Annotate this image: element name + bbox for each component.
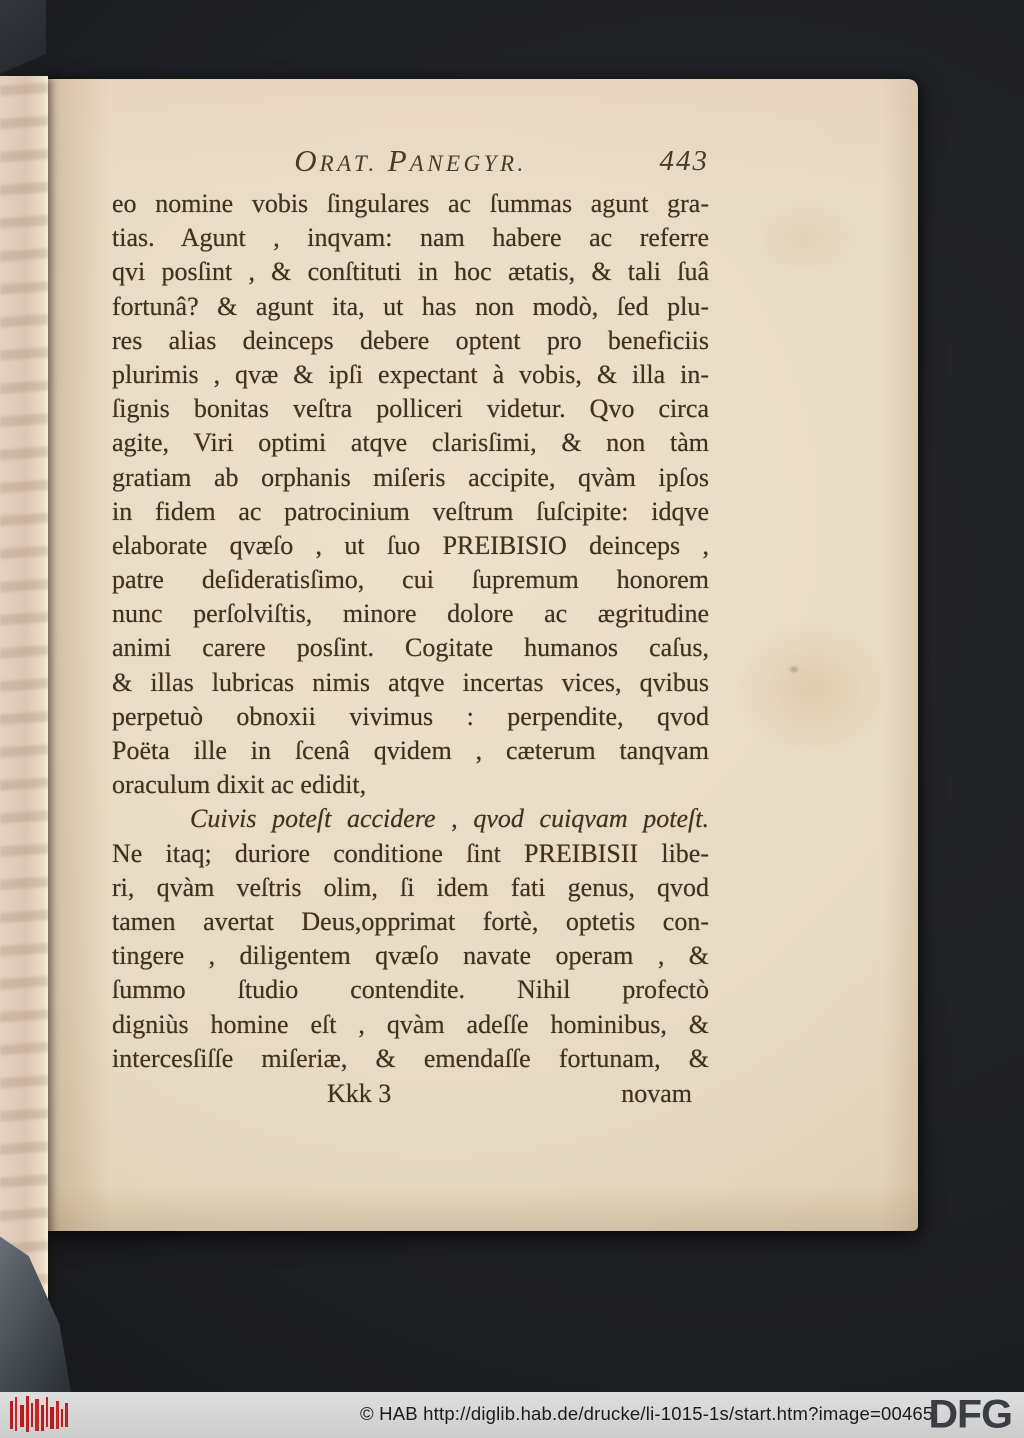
book-cradle (0, 1230, 96, 1393)
footer-bar (0, 1392, 1024, 1438)
text-line: tingere , diligentem qvæſo navate operam , & (112, 941, 709, 971)
source-url-text: © HAB http://diglib.hab.de/drucke/li-1015-1s/start.htm?image=00465 (360, 1403, 934, 1424)
text-line: tias. Agunt , inqvam: nam habere ac referre (112, 223, 709, 253)
text-block (112, 143, 709, 1112)
paper-stain (748, 199, 858, 279)
header-title-part: RAT. (319, 151, 378, 176)
text-line: nunc perſolviſtis, minore dolore ac ægritudine (112, 599, 709, 629)
text-line: animi carere posſint. Cogitate humanos caſus, (112, 633, 709, 663)
text-line: digniùs homine eſt , qvàm adeſſe hominibus, & (112, 1009, 709, 1039)
text-line: tamen avertat Deus,opprimat fortè, optetis con- (112, 906, 709, 936)
header-title-part: O (294, 143, 320, 178)
text-line: ſignis bonitas veſtra polliceri videtur. Qvo circa (112, 394, 709, 424)
text-line: res alias deinceps debere optent pro beneficiis (112, 325, 709, 355)
text-line: perpetuò obnoxii vivimus : perpendite, qvod (112, 701, 709, 731)
text-line: ſummo ſtudio contendite. Nihil profectò (112, 975, 709, 1005)
text-line-italic-quote: Cuivis poteſt accidere , qvod cuiqvam poteſt. (190, 804, 709, 834)
text-line: in fidem ac patrocinium veſtrum ſuſcipite: idqve (112, 496, 709, 526)
text-line: plurimis , qvæ & ipſi expectant à vobis, & illa in- (112, 359, 709, 389)
paper-stain (732, 619, 892, 759)
text-line: intercesſiſſe miſeriæ, & emendaſſe fortunam, & (112, 1043, 709, 1073)
book-page (40, 79, 918, 1231)
running-header (112, 143, 709, 187)
text-line: eo nomine vobis ſingulares ac ſummas agunt gra- (112, 189, 709, 218)
text-line: patre deſideratisſimo, cui ſupremum honorem (112, 565, 709, 595)
text-line: oraculum dixit ac edidit, (112, 770, 367, 800)
dfg-logo: DFG (928, 1391, 1012, 1437)
text-line: elaborate qvæſo , ut ſuo PREIBISIO deinceps , (112, 530, 709, 560)
text-line: fortunâ? & agunt ita, ut has non modò, ſed plu- (112, 291, 709, 321)
text-line: & illas lubricas nimis atqve incertas vices, qvibus (112, 667, 709, 697)
body-text (112, 187, 709, 1112)
text-line: Poëta ille in ſcenâ qvidem , cæterum tanqvam (112, 736, 709, 765)
signature-mark: Kkk 3 (327, 1078, 392, 1108)
text-line: ri, qvàm veſtris olim, ſi idem fati genus, qvod (112, 872, 709, 902)
signature-row (112, 1076, 709, 1112)
adjacent-page-edge (0, 76, 48, 1338)
header-title-part: ANEGYR. (409, 151, 527, 176)
hab-logo-icon (8, 1395, 74, 1435)
text-line: Ne itaq; duriore conditione ſint PREIBISII libe- (112, 838, 709, 868)
text-line: gratiam ab orphanis miſeris accipite, qvàm ipſos (112, 462, 709, 492)
text-line: agite, Viri optimi atqve clarisſimi, & non tàm (112, 428, 709, 458)
paper-stain (788, 665, 800, 674)
page-number: 443 (659, 145, 709, 177)
text-line: qvi posſint , & conſtituti in hoc ætatis, & tali ſuâ (112, 257, 709, 287)
catchword: novam (621, 1078, 692, 1108)
header-title-part: P (387, 143, 410, 178)
